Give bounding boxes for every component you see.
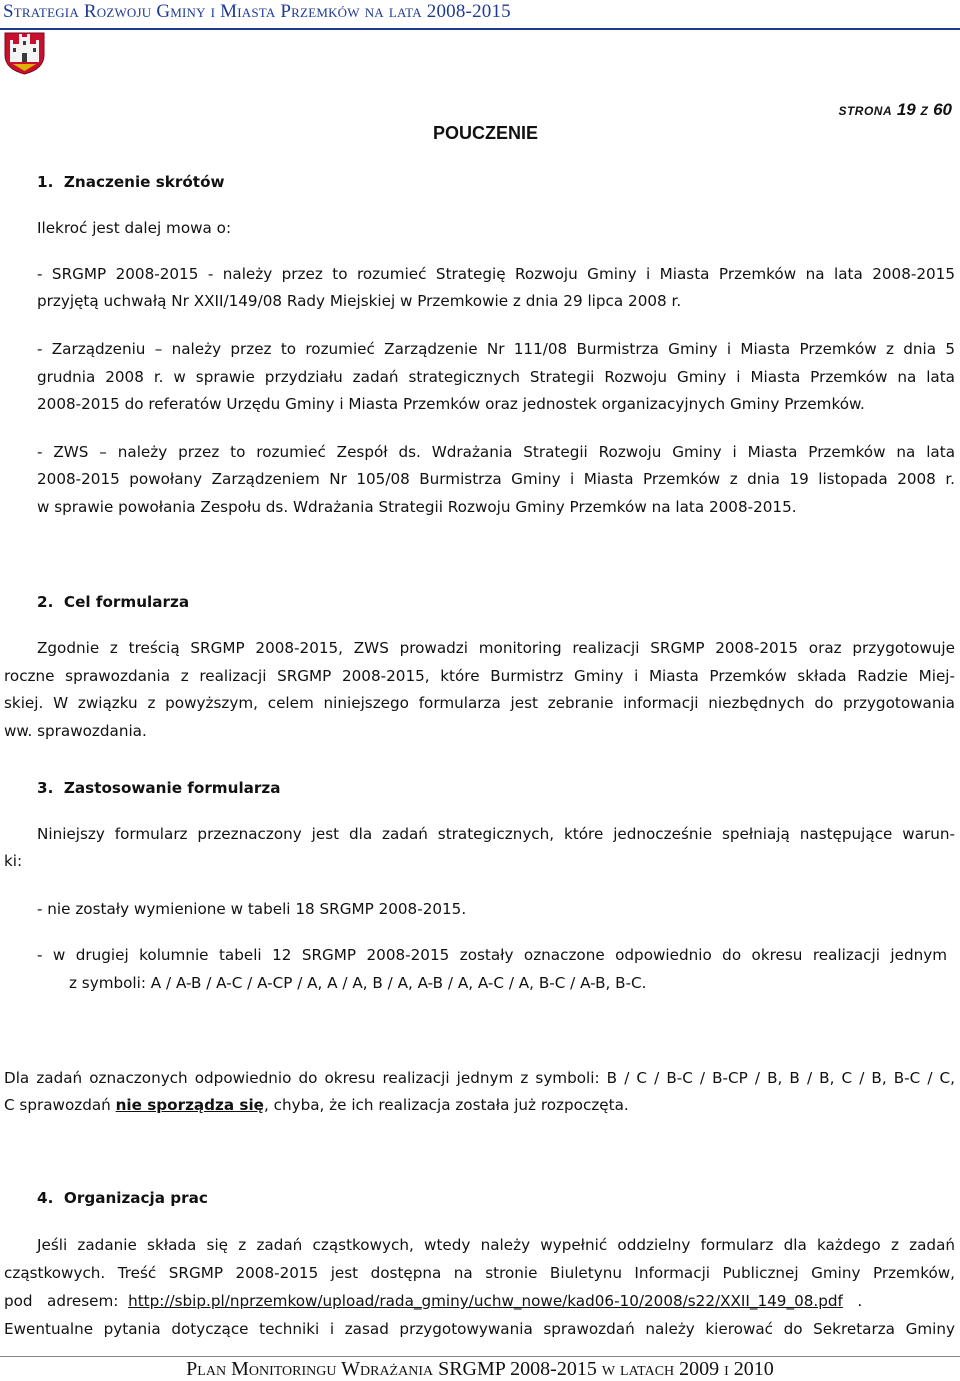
section2-heading bbox=[37, 592, 189, 612]
document-heading: POUCZENIE bbox=[433, 123, 539, 143]
section3-title: Zastosowanie formularza bbox=[63, 779, 281, 797]
section4-line3 bbox=[4, 1291, 862, 1311]
section1-item2-line1: - Zarządzeniu – należy przez to rozumieć Zarządzenie Nr 111/08 Burmistrza Gminy i Miasta Przemków z dnia 5 bbox=[37, 340, 955, 358]
section3-item2-line2: z symboli: A / A-B / A-C / A-CP / A, A / A, B / A, A-B / A, A-C / A, B-C / A-B, B-C. bbox=[69, 974, 647, 992]
section4-line3-post: . bbox=[842, 1292, 863, 1310]
page-number-prefix: STRONA bbox=[838, 104, 893, 118]
section2-title: Cel formularza bbox=[63, 593, 190, 611]
coat-of-arms-icon bbox=[3, 31, 46, 75]
section4-line3-pre: pod adresem: bbox=[4, 1292, 129, 1310]
section3-heading bbox=[37, 778, 280, 798]
section4-line4: Ewentualne pytania dotyczące techniki i zasad przygotowywania sprawozdań należy kierować do Sekretarza Gminy bbox=[4, 1320, 955, 1338]
section1-item3-line3: w sprawie powołania Zespołu ds. Wdrażania Strategii Rozwoju Gminy Przemków na lata 2008-2015. bbox=[37, 498, 797, 516]
bip-link[interactable]: http://sbip.pl/nprzemkow/upload/rada_gminy/uchw_nowe/kad06-10/2008/s22/XXII_149_08.pdf bbox=[128, 1292, 843, 1310]
section3-note-line1: Dla zadań oznaczonych odpowiednio do okresu realizacji jednym z symboli: B / C / B-C / B-CP / B, B / B, C / B, B-C / C, bbox=[4, 1069, 955, 1087]
section1-item2-line2: grudnia 2008 r. w sprawie przydziału zadań strategicznych Strategii Rozwoju Gminy i Miasta Przemków na lata bbox=[37, 368, 955, 386]
section1-title: Znaczenie skrótów bbox=[63, 173, 225, 191]
section3-note-post: , chyba, że ich realizacja została już rozpoczęta. bbox=[263, 1096, 629, 1114]
section1-item2-line3: 2008-2015 do referatów Urzędu Gminy i Miasta Przemków oraz jednostek organizacyjnych Gminy Przemków. bbox=[37, 395, 865, 413]
page-number-total: 60 bbox=[933, 100, 952, 119]
section4-line1: Jeśli zadanie składa się z zadań cząstkowych, wtedy należy wypełnić oddzielny formularz dla każdego z zadań bbox=[37, 1236, 955, 1254]
page-number-sep: Z bbox=[920, 104, 929, 118]
section3-note-pre: C sprawozdań bbox=[4, 1096, 116, 1114]
section1-heading bbox=[37, 172, 225, 192]
section2-line4: ww. sprawozdania. bbox=[4, 722, 147, 740]
section1-item3-line2: 2008-2015 powołany Zarządzeniem Nr 105/08 Burmistrza Gminy i Miasta Przemków z dnia 19 listopada 2008 r. bbox=[37, 470, 955, 488]
section2-line1: Zgodnie z treścią SRGMP 2008-2015, ZWS prowadzi monitoring realizacji SRGMP 2008-2015 oraz przygotowuje bbox=[37, 639, 955, 657]
header-rule bbox=[0, 28, 960, 30]
section2-line2: roczne sprawozdania z realizacji SRGMP 2008-2015, które Burmistrz Gminy i Miasta Przemków składa Radzie Miej- bbox=[4, 667, 955, 685]
section4-heading bbox=[37, 1188, 208, 1208]
section2-number: 2. bbox=[37, 593, 54, 611]
section3-item2-line1: - w drugiej kolumnie tabeli 12 SRGMP 2008-2015 zostały oznaczone odpowiednio do okresu realizacji jednym bbox=[37, 946, 947, 964]
section4-number: 4. bbox=[37, 1189, 54, 1207]
section1-item1-line2: przyjętą uchwałą Nr XXII/149/08 Rady Miejskiej w Przemkowie z dnia 29 lipca 2008 r. bbox=[37, 292, 682, 310]
section3-item1: - nie zostały wymienione w tabeli 18 SRGMP 2008-2015. bbox=[37, 900, 467, 918]
footer-title: Plan Monitoringu Wdrażania SRGMP 2008-2015 w latach 2009 i 2010 bbox=[186, 1358, 774, 1380]
footer-rule bbox=[0, 1356, 960, 1357]
page-number-current: 19 bbox=[896, 100, 916, 119]
section1-number: 1. bbox=[37, 173, 54, 191]
section3-number: 3. bbox=[37, 779, 54, 797]
section3-line1: Niniejszy formularz przeznaczony jest dla zadań strategicznych, które jednocześnie spełniają następujące warun- bbox=[37, 825, 955, 843]
page-number bbox=[838, 100, 952, 120]
section4-line2: cząstkowych. Treść SRGMP 2008-2015 jest dostępna na stronie Biuletynu Informacji Publicznej Gminy Przemków, bbox=[4, 1264, 955, 1282]
section1-item1-line1: - SRGMP 2008-2015 - należy przez to rozumieć Strategię Rozwoju Gminy i Miasta Przemków na lata 2008-2015 bbox=[37, 265, 955, 283]
section1-item3-line1: - ZWS – należy przez to rozumieć Zespół ds. Wdrażania Strategii Rozwoju Gminy i Miasta Przemków na lata bbox=[37, 443, 955, 461]
header-title: Strategia Rozwoju Gminy i Miasta Przemków na lata 2008-2015 bbox=[3, 1, 511, 22]
section2-line3: skiej. W związku z powyższym, celem niniejszego formularza jest zebranie informacji niezbędnych do przygotowania bbox=[4, 694, 955, 712]
section3-note-emphasis: nie sporządza się bbox=[115, 1096, 264, 1114]
section4-title: Organizacja prac bbox=[63, 1189, 208, 1207]
section3-note-line2 bbox=[4, 1095, 629, 1115]
section1-intro: Ilekroć jest dalej mowa o: bbox=[37, 219, 232, 237]
section3-line2: ki: bbox=[4, 852, 23, 870]
